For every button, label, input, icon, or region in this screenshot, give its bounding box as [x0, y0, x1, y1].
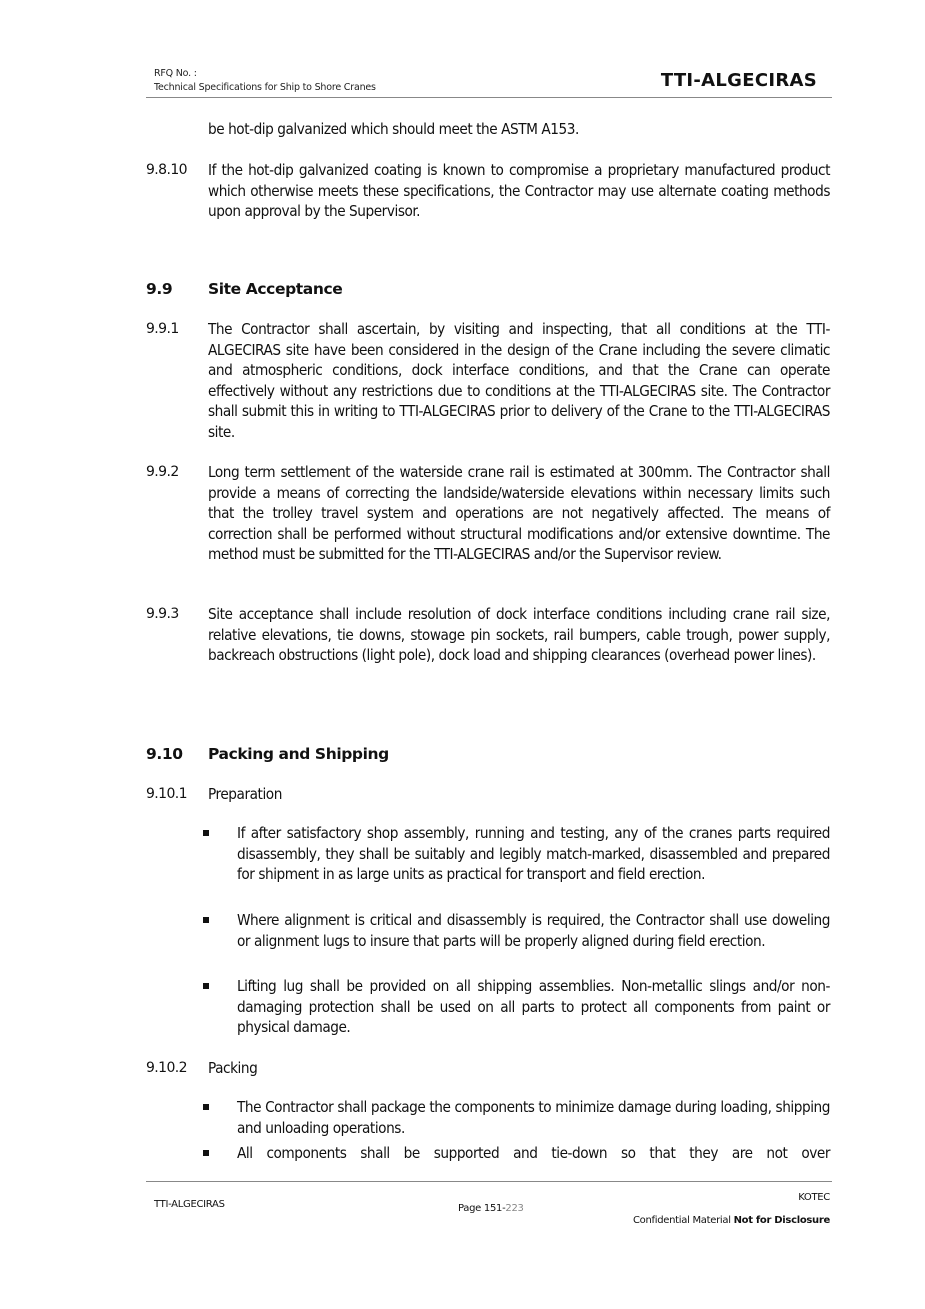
clause-title-preparation: Preparation	[208, 785, 282, 803]
header-project-name: TTI-ALGECIRAS	[660, 70, 817, 91]
confidentiality-notice	[633, 1215, 830, 1226]
header-left	[154, 67, 376, 95]
clause-number-9-8-10: 9.8.10	[146, 162, 187, 178]
clause-text-9-9-1: The Contractor shall ascertain, by visiting and inspecting, that all conditions at the TTI-ALGECIRAS site have been considered in the design of the Crane including the severe climatic and atmospheric conditions, dock interface conditions, and that the Crane can operate effectively without any restrictions due to conditions at the TTI-ALGECIRAS site. The Contractor shall submit this in writing to TTI-ALGECIRAS prior to delivery of the Crane to the TTI-ALGECIRAS site.	[208, 320, 830, 441]
page-number-prefix: Page 151-	[458, 1203, 506, 1214]
bullet-icon	[203, 917, 209, 923]
page-number	[458, 1203, 524, 1214]
bullet-icon	[203, 983, 209, 989]
document-title: Technical Specifications for Ship to Shore Cranes	[154, 82, 376, 93]
clause-number-9-9-1: 9.9.1	[146, 321, 179, 337]
paragraph-9-8-continuation: be hot-dip galvanized which should meet the ASTM A153.	[208, 120, 579, 138]
clause-text-9-9-2: Long term settlement of the waterside crane rail is estimated at 300mm. The Contractor shall provide a means of correcting the landside/waterside elevations within necessary limits such that the trolley travel system and operations are not negatively affected. The means of correction shall be performed without structural modifications and/or extensive downtime. The method must be submitted for the TTI-ALGECIRAS and/or the Supervisor review.	[208, 463, 830, 564]
rfq-label: RFQ No. :	[154, 68, 197, 79]
list-item: Where alignment is critical and disassembly is required, the Contractor shall use doweling or alignment lugs to insure that parts will be properly aligned during field erection.	[237, 911, 830, 950]
section-title-site-acceptance: Site Acceptance	[208, 280, 343, 298]
clause-number-9-10-1: 9.10.1	[146, 786, 187, 802]
clause-text-9-8-10: If the hot-dip galvanized coating is known to compromise a proprietary manufactured product which otherwise meets these specifications, the Contractor may use alternate coating methods upon approval by the Supervisor.	[208, 161, 830, 221]
bullet-icon	[203, 830, 209, 836]
footer-company: KOTEC	[798, 1192, 830, 1203]
clause-number-9-10-2: 9.10.2	[146, 1060, 187, 1076]
footer-project-name: TTI-ALGECIRAS	[154, 1199, 225, 1210]
list-item: All components shall be supported and tie-down so that they are not over	[237, 1144, 830, 1162]
section-title-packing-and-shipping: Packing and Shipping	[208, 745, 389, 763]
not-for-disclosure-label: Not for Disclosure	[733, 1215, 830, 1226]
header-divider	[146, 97, 832, 98]
page-total: 223	[505, 1203, 524, 1214]
clause-title-packing: Packing	[208, 1059, 258, 1077]
list-item: Lifting lug shall be provided on all shipping assemblies. Non-metallic slings and/or non-damaging protection shall be used on all parts to protect all components from paint or physical damage.	[237, 977, 830, 1037]
list-item: If after satisfactory shop assembly, running and testing, any of the cranes parts required disassembly, they shall be suitably and legibly match-marked, disassembled and prepared for shipment in as large units as practical for transport and field erection.	[237, 824, 830, 884]
footer-divider	[146, 1181, 832, 1182]
clause-number-9-9-3: 9.9.3	[146, 606, 179, 622]
list-item: The Contractor shall package the components to minimize damage during loading, shipping and unloading operations.	[237, 1098, 830, 1137]
clause-text-9-9-3: Site acceptance shall include resolution of dock interface conditions including crane rail size, relative elevations, tie downs, stowage pin sockets, rail bumpers, cable trough, power supply, backreach obstructions (light pole), dock load and shipping clearances (overhead power lines).	[208, 605, 830, 665]
clause-number-9-9-2: 9.9.2	[146, 464, 179, 480]
bullet-icon	[203, 1104, 209, 1110]
section-number-9-10: 9.10	[146, 745, 183, 763]
section-number-9-9: 9.9	[146, 280, 173, 298]
confidential-label: Confidential Material	[632, 1215, 734, 1226]
bullet-icon	[203, 1150, 209, 1156]
